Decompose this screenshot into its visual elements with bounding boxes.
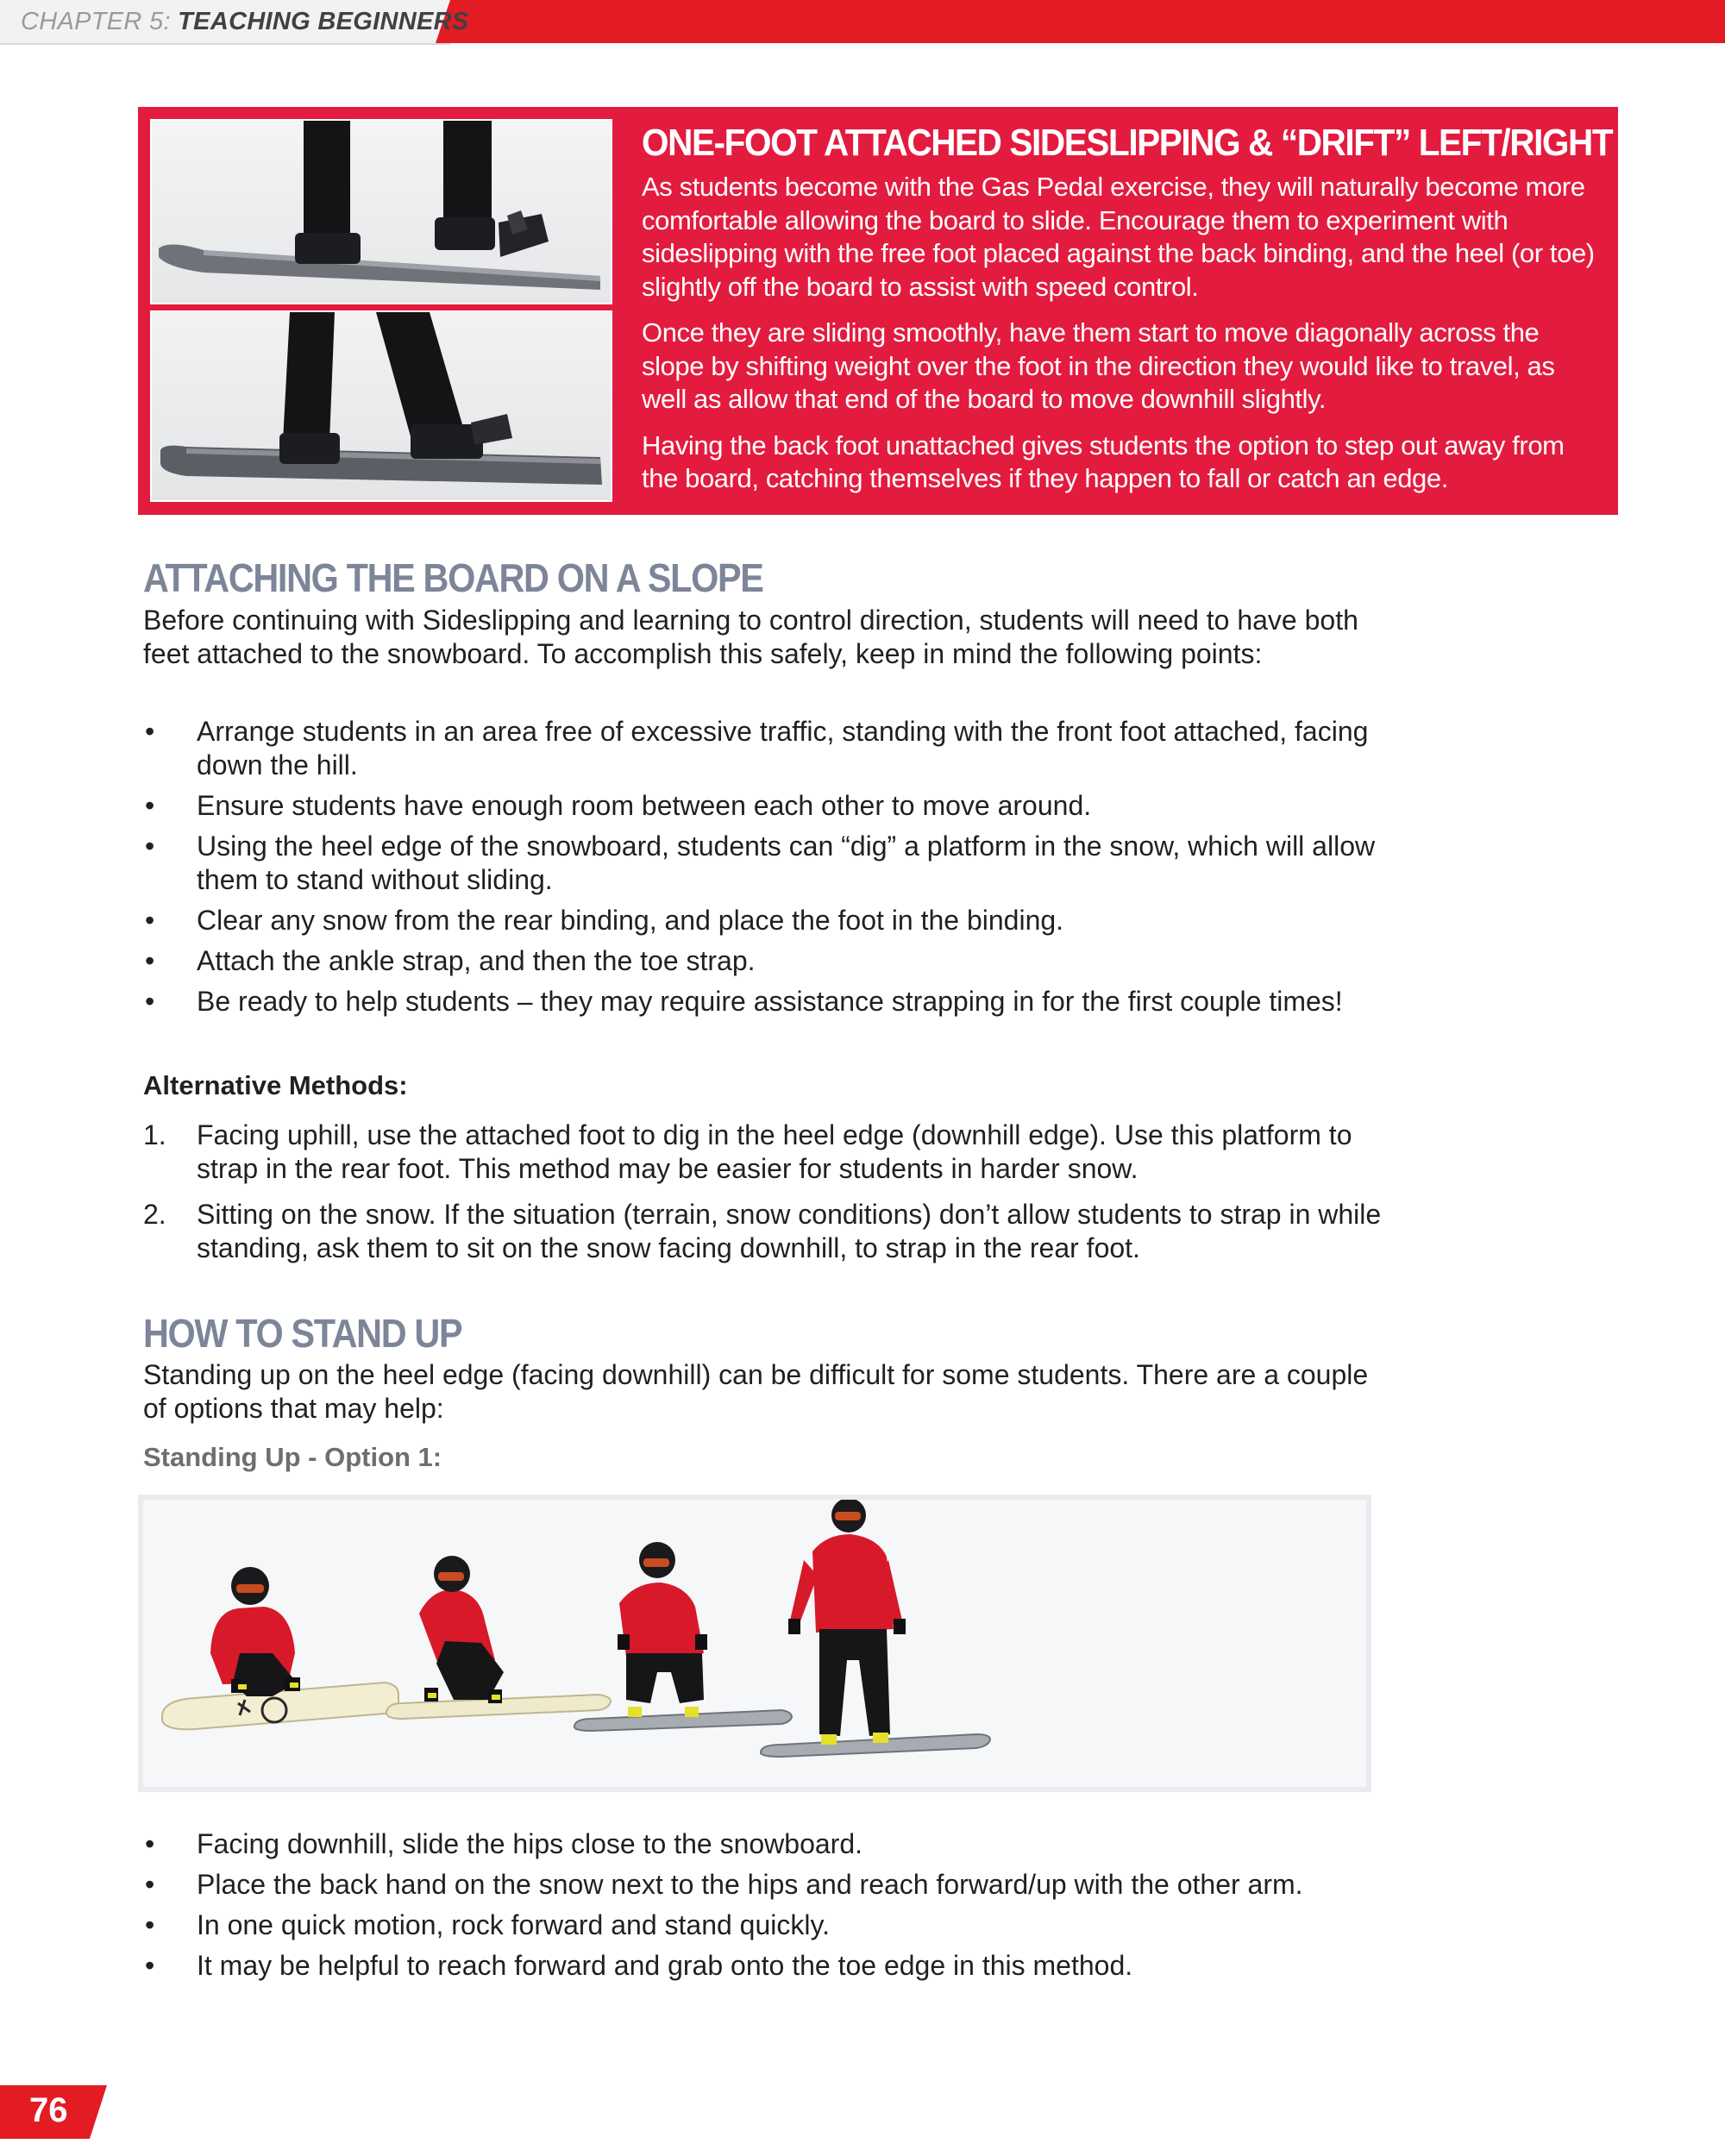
callout-title: ONE-FOOT ATTACHED SIDESLIPPING & “DRIFT” LEFT/RIGHT <box>642 122 1613 164</box>
list-item <box>143 789 1394 823</box>
chapter-title: TEACHING BEGINNERS <box>178 8 469 35</box>
callout-paragraph: Having the back foot unattached gives students the option to step out away from the board, catching themselves if they happen to fall or catch an edge. <box>642 429 1565 493</box>
chapter-label: CHAPTER 5: <box>21 8 179 35</box>
list-item <box>143 904 1394 937</box>
option-title: Standing Up - Option 1: <box>143 1442 442 1472</box>
callout-photo-bottom <box>150 310 612 502</box>
list-item <box>143 1827 1394 1861</box>
alternative-methods-title: Alternative Methods: <box>143 1070 408 1100</box>
chapter-header <box>21 8 469 36</box>
list-item-text: Facing uphill, use the attached foot to dig in the heel edge (downhill edge). Use this platform to strap in the rear foot. This method may be easier for students in harder snow. <box>197 1119 1352 1184</box>
bullet-marker: • <box>145 905 155 936</box>
section-intro-stand-up: Standing up on the heel edge (facing downhill) can be difficult for some students. There are a couple of options that may help: <box>143 1359 1369 1424</box>
list-item <box>143 1949 1394 1983</box>
list-item <box>143 944 1394 978</box>
list-item-text: Clear any snow from the rear binding, and place the foot in the binding. <box>197 905 1064 936</box>
list-item-text: Sitting on the snow. If the situation (terrain, snow conditions) don’t allow students to strap in while standing, ask them to sit on the snow facing downhill, to strap in the rear foot. <box>197 1199 1382 1263</box>
callout-text <box>642 121 1613 509</box>
list-item <box>143 830 1394 897</box>
section-title-attaching: ATTACHING THE BOARD ON A SLOPE <box>143 555 763 600</box>
list-number: 1. <box>143 1119 166 1150</box>
bullet-marker: • <box>145 716 155 747</box>
bullet-marker: • <box>145 986 155 1017</box>
list-item-text: Ensure students have enough room between each other to move around. <box>197 790 1092 821</box>
list-number: 2. <box>143 1199 166 1230</box>
callout-paragraph: As students become with the Gas Pedal exercise, they will naturally become more comfortable allowing the board to slide. Encourage them to experiment with sideslipping with the free foot placed against the back binding, and the heel (or toe) slightly off the board to assist with speed control. <box>642 172 1595 302</box>
alternative-methods-list <box>143 1119 1394 1272</box>
page-number: 76 <box>29 2091 68 2129</box>
list-item <box>143 985 1394 1018</box>
snowboard-feet-photo-1 <box>152 121 611 303</box>
bullet-marker: • <box>145 1869 155 1900</box>
list-item <box>143 1868 1394 1902</box>
callout-paragraph: Once they are sliding smoothly, have them start to move diagonally across the slope by shifting weight over the foot in the direction they would like to travel, as well as allow that end of the board to move downhill slightly. <box>642 317 1555 414</box>
list-item <box>143 1908 1394 1942</box>
list-item-text: In one quick motion, rock forward and stand quickly. <box>197 1909 830 1940</box>
list-item-text: Attach the ankle strap, and then the toe strap. <box>197 945 756 976</box>
section-title-stand-up: HOW TO STAND UP <box>143 1311 462 1356</box>
bullet-marker: • <box>145 830 155 862</box>
snowboard-feet-photo-2 <box>152 312 611 500</box>
bullet-marker: • <box>145 790 155 821</box>
stand-up-sequence-illustration <box>143 1500 1366 1787</box>
stand-up-bullet-list <box>143 1827 1394 1990</box>
list-item <box>143 1198 1394 1265</box>
list-item-text: Facing downhill, slide the hips close to the snowboard. <box>197 1828 862 1859</box>
section-intro-attaching: Before continuing with Sideslipping and learning to control direction, students will need to have both feet attached to the snowboard. To accomplish this safely, keep in mind the following points: <box>143 605 1358 669</box>
stand-up-sequence-photo <box>138 1495 1371 1792</box>
list-item-text: Arrange students in an area free of excessive traffic, standing with the front foot attached, facing down the hill. <box>197 716 1369 780</box>
callout-photo-top <box>150 119 612 304</box>
attaching-bullet-list <box>143 715 1394 1025</box>
bullet-marker: • <box>145 1950 155 1981</box>
bullet-marker: • <box>145 1828 155 1859</box>
list-item-text: Using the heel edge of the snowboard, students can “dig” a platform in the snow, which will allow them to stand without sliding. <box>197 830 1376 895</box>
bullet-marker: • <box>145 945 155 976</box>
callout-box <box>138 107 1618 515</box>
header-rule <box>0 43 450 45</box>
bullet-marker: • <box>145 1909 155 1940</box>
list-item <box>143 715 1394 782</box>
list-item-text: It may be helpful to reach forward and grab onto the toe edge in this method. <box>197 1950 1133 1981</box>
list-item <box>143 1119 1394 1186</box>
list-item-text: Be ready to help students – they may require assistance strapping in for the first couple times! <box>197 986 1343 1017</box>
list-item-text: Place the back hand on the snow next to the hips and reach forward/up with the other arm. <box>197 1869 1303 1900</box>
